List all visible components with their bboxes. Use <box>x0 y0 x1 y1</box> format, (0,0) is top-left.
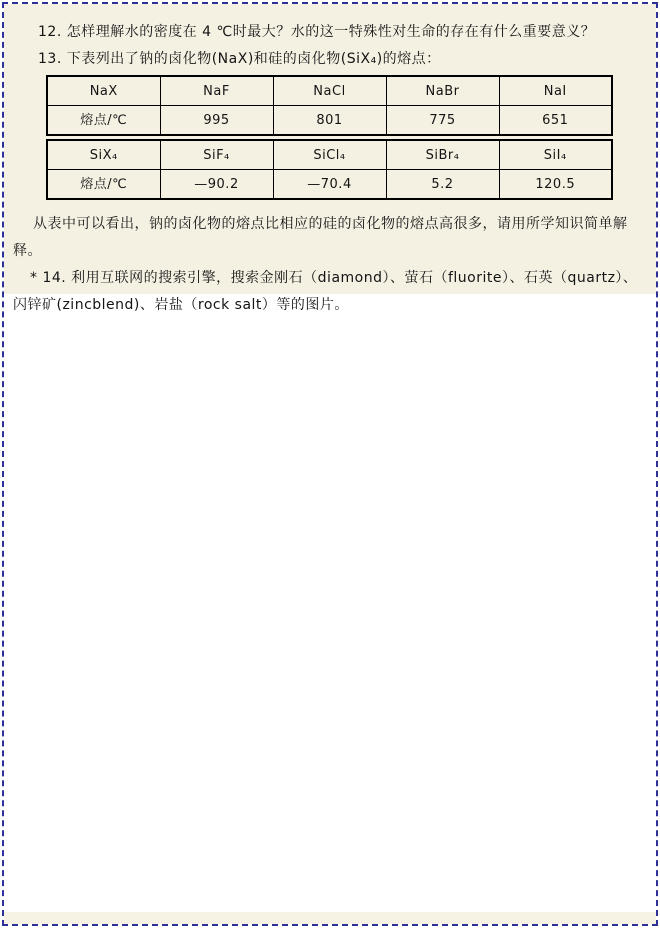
silicon-halide-table <box>46 139 613 200</box>
table-note: 从表中可以看出，钠的卤化物的熔点比相应的硅的卤化物的熔点高很多，请用所学知识简单解释。 <box>13 216 628 259</box>
cell-sicl4: SiCl₄ <box>273 140 386 170</box>
cell-nabr: NaBr <box>386 76 499 106</box>
table-row <box>47 76 612 106</box>
bottom-paper-strip <box>4 912 656 924</box>
cell-six4: SiX₄ <box>47 140 160 170</box>
cell-mp-naf: 995 <box>160 106 273 136</box>
sodium-halide-table <box>46 75 613 136</box>
cell-nai: NaI <box>499 76 612 106</box>
cell-sibr4: SiBr₄ <box>386 140 499 170</box>
cell-naf: NaF <box>160 76 273 106</box>
cell-mp-nacl: 801 <box>273 106 386 136</box>
exercise-paper <box>4 4 656 313</box>
cell-nacl: NaCl <box>273 76 386 106</box>
table-row <box>47 140 612 170</box>
table-row <box>47 106 612 136</box>
cell-melting-label-si: 熔点/℃ <box>47 170 160 200</box>
table-row <box>47 170 612 200</box>
worksheet-page <box>2 2 658 926</box>
cell-mp-sibr4: 5.2 <box>386 170 499 200</box>
cell-mp-nabr: 775 <box>386 106 499 136</box>
cell-sii4: SiI₄ <box>499 140 612 170</box>
question-12: 12. 怎样理解水的密度在 4 ℃时最大？水的这一特殊性对生命的存在有什么重要意义？ <box>38 24 596 40</box>
cell-mp-sii4: 120.5 <box>499 170 612 200</box>
cell-mp-nai: 651 <box>499 106 612 136</box>
melting-point-tables <box>46 75 613 200</box>
cell-melting-label-na: 熔点/℃ <box>47 106 160 136</box>
question-14: * 14. 利用互联网的搜索引擎，搜索金刚石（diamond）、萤石（fluorite）、石英（quartz）、闪锌矿(zincblend)、岩盐（rock salt）等的图片。 <box>13 270 638 313</box>
question-13-intro: 13. 下表列出了钠的卤化物(NaX)和硅的卤化物(SiX₄)的熔点： <box>38 51 441 67</box>
cell-sif4: SiF₄ <box>160 140 273 170</box>
cell-mp-sicl4: —70.4 <box>273 170 386 200</box>
cell-mp-sif4: —90.2 <box>160 170 273 200</box>
cell-nax: NaX <box>47 76 160 106</box>
